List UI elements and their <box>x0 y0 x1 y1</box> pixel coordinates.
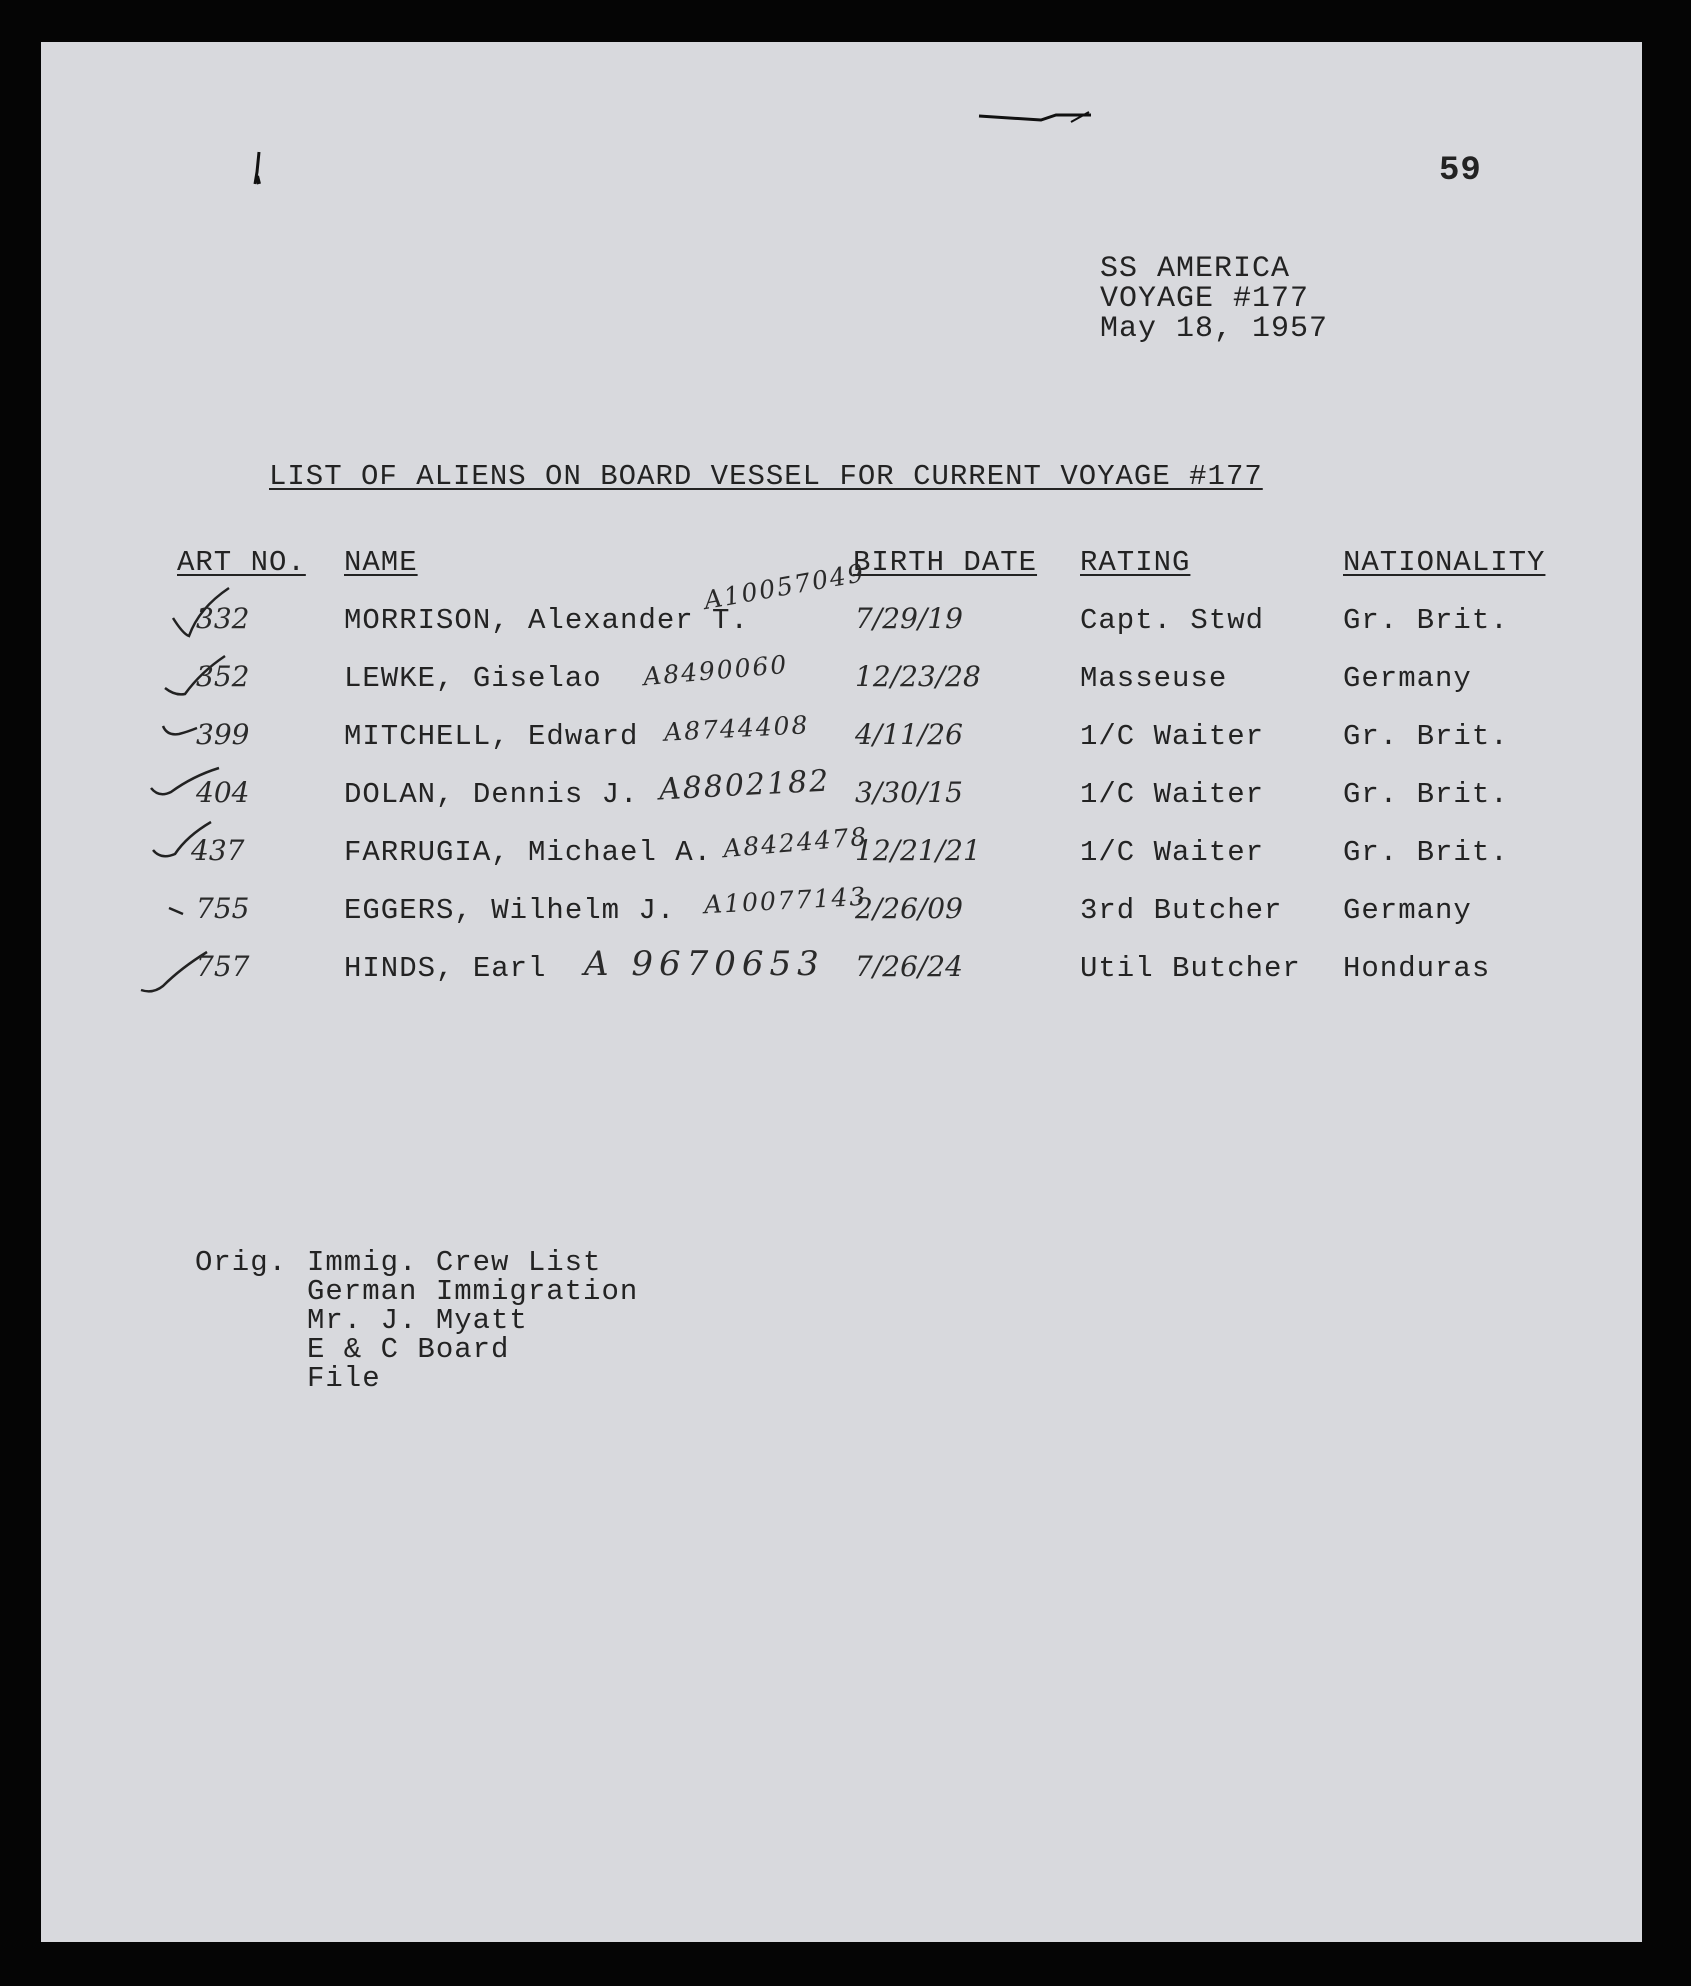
birth-date: 4/11/26 <box>855 718 963 751</box>
alien-number: A8802182 <box>658 763 832 808</box>
nationality: Germany <box>1343 894 1472 927</box>
nationality: Gr. Brit. <box>1343 604 1509 637</box>
art-number: 757 <box>196 950 250 983</box>
document-page <box>41 42 1642 1942</box>
column-header-nationality: NATIONALITY <box>1343 546 1546 579</box>
column-header-art-no: ART NO. <box>177 546 306 579</box>
rating: Capt. Stwd <box>1080 604 1265 637</box>
nationality: Gr. Brit. <box>1343 836 1509 869</box>
nationality: Gr. Brit. <box>1343 778 1509 811</box>
crew-name: HINDS, Earl <box>344 952 547 985</box>
art-number: 404 <box>196 776 250 809</box>
art-number: 332 <box>196 602 250 635</box>
art-number: 437 <box>191 834 245 867</box>
rating: Util Butcher <box>1080 952 1301 985</box>
crew-name: MORRISON, Alexander T. <box>344 604 749 637</box>
distribution-item: E & C Board <box>307 1333 510 1366</box>
rating: 1/C Waiter <box>1080 778 1265 811</box>
birth-date: 7/29/19 <box>855 602 963 635</box>
alien-number: A10077143 <box>703 881 868 920</box>
alien-number: A 9670653 <box>584 944 825 984</box>
rating: Masseuse <box>1080 662 1228 695</box>
stray-dash-mark <box>971 102 1121 132</box>
document-date: May 18, 1957 <box>1100 312 1329 346</box>
art-number: 399 <box>196 718 250 751</box>
page-title: LIST OF ALIENS ON BOARD VESSEL FOR CURRENT VOYAGE #177 <box>269 460 1263 493</box>
stray-ink-mark <box>251 112 271 212</box>
birth-date: 3/30/15 <box>855 776 963 809</box>
page-number: 59 <box>1439 152 1482 190</box>
rating: 1/C Waiter <box>1080 836 1265 869</box>
art-number: 352 <box>196 660 250 693</box>
distribution-item: German Immigration <box>307 1275 639 1308</box>
birth-date: 2/26/09 <box>855 892 963 925</box>
nationality: Gr. Brit. <box>1343 720 1509 753</box>
birth-date: 12/21/21 <box>855 834 981 867</box>
rating: 1/C Waiter <box>1080 720 1265 753</box>
distribution-prefix: Orig. <box>195 1246 288 1279</box>
voyage-number: VOYAGE #177 <box>1100 282 1310 316</box>
alien-number: A10057049 <box>701 558 868 615</box>
birth-date: 12/23/28 <box>855 660 981 693</box>
crew-name: MITCHELL, Edward <box>344 720 639 753</box>
art-number: 755 <box>196 892 250 925</box>
crew-name: EGGERS, Wilhelm J. <box>344 894 676 927</box>
alien-number: A8490060 <box>642 649 790 692</box>
distribution-item: Mr. J. Myatt <box>307 1304 528 1337</box>
crew-name: LEWKE, Giselao <box>344 662 602 695</box>
alien-number: A8424478 <box>722 821 870 864</box>
column-header-rating: RATING <box>1080 546 1191 579</box>
rating: 3rd Butcher <box>1080 894 1283 927</box>
ship-name: SS AMERICA <box>1100 252 1291 286</box>
crew-name: FARRUGIA, Michael A. <box>344 836 713 869</box>
column-header-birth-date: BIRTH DATE <box>853 546 1038 579</box>
birth-date: 7/26/24 <box>855 950 963 983</box>
column-header-name: NAME <box>344 546 418 579</box>
alien-number: A8744408 <box>663 710 811 747</box>
nationality: Germany <box>1343 662 1472 695</box>
distribution-item: Immig. Crew List <box>307 1246 602 1279</box>
distribution-item: File <box>307 1362 381 1395</box>
nationality: Honduras <box>1343 952 1491 985</box>
crew-name: DOLAN, Dennis J. <box>344 778 639 811</box>
